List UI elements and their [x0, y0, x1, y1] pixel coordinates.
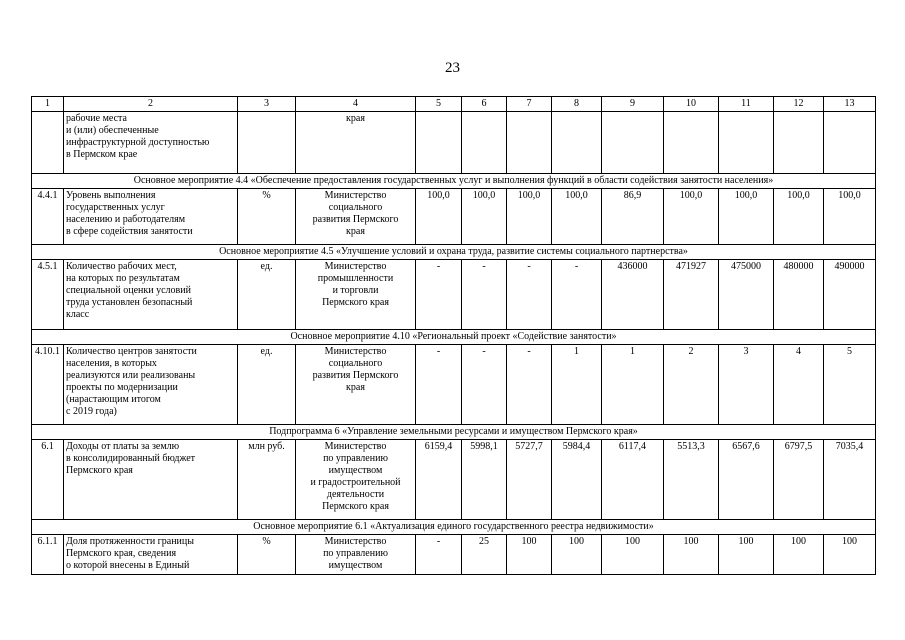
page-number: 23 [445, 60, 460, 76]
subprogram-heading: Подпрограмма 6 «Управление земельными ресурсами и имуществом Пермского края» [32, 425, 876, 440]
value-cell [416, 112, 462, 174]
responsible-org-cell: Министерство социального развития Пермского края [296, 189, 416, 245]
value-cell: 480000 [774, 260, 824, 330]
section-heading-row [32, 245, 876, 260]
value-cell: - [416, 260, 462, 330]
unit-cell [238, 112, 296, 174]
value-cell: - [462, 345, 507, 425]
value-cell: 6159,4 [416, 440, 462, 520]
indicator-name-cell: Количество рабочих мест, на которых по результатам специальной оценки условий труда установлен безопасный класс [64, 260, 238, 330]
section-heading: Основное мероприятие 4.10 «Региональный проект «Содействие занятости» [32, 330, 876, 345]
value-cell: 100,0 [664, 189, 719, 245]
value-cell: 436000 [602, 260, 664, 330]
value-cell: - [507, 260, 552, 330]
unit-cell: млн руб. [238, 440, 296, 520]
header-cell: 10 [664, 97, 719, 112]
value-cell: 475000 [719, 260, 774, 330]
value-cell [552, 112, 602, 174]
value-cell: 4 [774, 345, 824, 425]
responsible-org-cell: Министерство по управлению имуществом и градостроительной деятельности Пермского края [296, 440, 416, 520]
indicators-table [31, 96, 876, 575]
value-cell: 100 [507, 535, 552, 575]
value-cell: - [416, 535, 462, 575]
value-cell: 100,0 [462, 189, 507, 245]
value-cell [774, 112, 824, 174]
header-cell: 13 [824, 97, 876, 112]
indicator-name-cell: рабочие места и (или) обеспеченные инфраструктурной доступностью в Пермском крае [64, 112, 238, 174]
value-cell: 471927 [664, 260, 719, 330]
value-cell: 5998,1 [462, 440, 507, 520]
value-cell: - [552, 260, 602, 330]
value-cell [507, 112, 552, 174]
value-cell [664, 112, 719, 174]
value-cell: 25 [462, 535, 507, 575]
value-cell [719, 112, 774, 174]
table-row [32, 345, 876, 425]
section-heading-row [32, 330, 876, 345]
value-cell: 6567,6 [719, 440, 774, 520]
value-cell: 100 [719, 535, 774, 575]
section-heading-row [32, 174, 876, 189]
value-cell: 7035,4 [824, 440, 876, 520]
section-heading: Основное мероприятие 6.1 «Актуализация единого государственного реестра недвижимости» [32, 520, 876, 535]
header-cell: 5 [416, 97, 462, 112]
value-cell: 100 [774, 535, 824, 575]
row-number-cell [32, 112, 64, 174]
value-cell: 2 [664, 345, 719, 425]
header-cell: 11 [719, 97, 774, 112]
value-cell [462, 112, 507, 174]
value-cell: 100,0 [824, 189, 876, 245]
responsible-org-cell: края [296, 112, 416, 174]
row-number-cell: 6.1 [32, 440, 64, 520]
section-heading-row [32, 425, 876, 440]
indicator-name-cell: Уровень выполнения государственных услуг населению и работодателям в сфере содействия занятости [64, 189, 238, 245]
value-cell: 6117,4 [602, 440, 664, 520]
header-cell: 2 [64, 97, 238, 112]
value-cell: 3 [719, 345, 774, 425]
row-number-cell: 4.5.1 [32, 260, 64, 330]
unit-cell: % [238, 189, 296, 245]
value-cell: 5727,7 [507, 440, 552, 520]
value-cell [602, 112, 664, 174]
continuation-row [32, 112, 876, 174]
value-cell: 100,0 [552, 189, 602, 245]
value-cell: 6797,5 [774, 440, 824, 520]
value-cell: 5513,3 [664, 440, 719, 520]
value-cell [824, 112, 876, 174]
value-cell: 1 [552, 345, 602, 425]
table-row [32, 535, 876, 575]
unit-cell: ед. [238, 345, 296, 425]
header-cell: 4 [296, 97, 416, 112]
row-number-cell: 4.10.1 [32, 345, 64, 425]
section-heading: Основное мероприятие 4.4 «Обеспечение предоставления государственных услуг и выполнения функций в области содействия занятости населения» [32, 174, 876, 189]
value-cell: 490000 [824, 260, 876, 330]
row-number-cell: 4.4.1 [32, 189, 64, 245]
value-cell: - [462, 260, 507, 330]
value-cell: 100 [664, 535, 719, 575]
header-cell: 6 [462, 97, 507, 112]
responsible-org-cell: Министерство промышленности и торговли Пермского края [296, 260, 416, 330]
value-cell: - [507, 345, 552, 425]
value-cell: 100 [552, 535, 602, 575]
indicator-name-cell: Количество центров занятости населения, в которых реализуются или реализованы проекты по модернизации (нарастающим итогом с 2019 года) [64, 345, 238, 425]
value-cell: 5 [824, 345, 876, 425]
value-cell: 100,0 [507, 189, 552, 245]
column-numbers-row [32, 97, 876, 112]
responsible-org-cell: Министерство по управлению имуществом [296, 535, 416, 575]
header-cell: 8 [552, 97, 602, 112]
value-cell: 100,0 [416, 189, 462, 245]
value-cell: 86,9 [602, 189, 664, 245]
section-heading: Основное мероприятие 4.5 «Улучшение условий и охрана труда, развитие системы социального партнерства» [32, 245, 876, 260]
value-cell: 100,0 [774, 189, 824, 245]
indicator-name-cell: Доля протяженности границы Пермского края, сведения о которой внесены в Единый [64, 535, 238, 575]
header-cell: 3 [238, 97, 296, 112]
unit-cell: ед. [238, 260, 296, 330]
table-row [32, 440, 876, 520]
value-cell: 1 [602, 345, 664, 425]
unit-cell: % [238, 535, 296, 575]
row-number-cell: 6.1.1 [32, 535, 64, 575]
indicator-name-cell: Доходы от платы за землю в консолидированный бюджет Пермского края [64, 440, 238, 520]
table-row [32, 260, 876, 330]
value-cell: 5984,4 [552, 440, 602, 520]
value-cell: - [416, 345, 462, 425]
section-heading-row [32, 520, 876, 535]
header-cell: 1 [32, 97, 64, 112]
header-cell: 7 [507, 97, 552, 112]
header-cell: 9 [602, 97, 664, 112]
value-cell: 100,0 [719, 189, 774, 245]
table-row [32, 189, 876, 245]
header-cell: 12 [774, 97, 824, 112]
responsible-org-cell: Министерство социального развития Пермского края [296, 345, 416, 425]
value-cell: 100 [824, 535, 876, 575]
value-cell: 100 [602, 535, 664, 575]
